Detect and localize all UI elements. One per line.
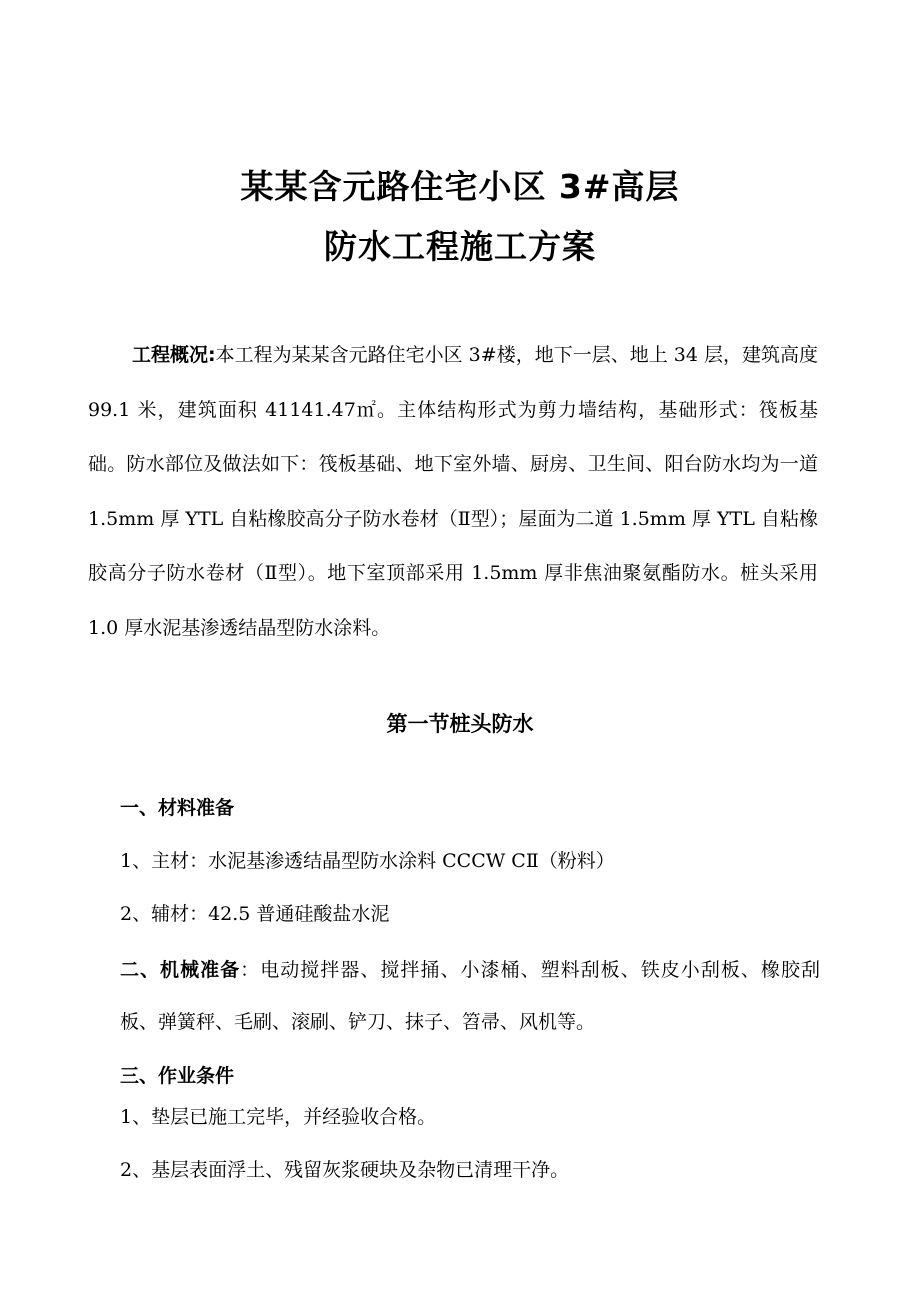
machinery-text: ：电动搅拌器、搅拌捅、小漆桶、塑料刮板、铁皮小刮板、橡胶刮板、弹簧秤、毛刷、滚刷、铲刀、抹子、笤帚、风机等。: [120, 959, 820, 1033]
conditions-heading: 三、作业条件: [120, 1065, 235, 1087]
document-title-line1: 某某含元路住宅小区 3#高层: [240, 167, 680, 206]
materials-item-1: 1、主材：水泥基渗透结晶型防水涂料 CCCW CⅡ（粉料）: [120, 850, 615, 872]
overview-paragraph: [88, 328, 818, 655]
conditions-item-2: 2、基层表面浮土、残留灰浆硬块及杂物已清理干净。: [120, 1159, 570, 1181]
machinery-paragraph: [120, 944, 820, 1048]
conditions-item-1: 1、垫层已施工完毕，并经验收合格。: [120, 1106, 437, 1128]
materials-heading: 一、材料准备: [120, 797, 235, 819]
overview-lead: 工程概况:: [132, 344, 216, 366]
section-title: 第一节桩头防水: [386, 712, 534, 736]
machinery-heading: 二、机械准备: [120, 959, 241, 981]
materials-item-2: 2、辅材：42.5 普通硅酸盐水泥: [120, 903, 390, 925]
overview-text: 本工程为某某含元路住宅小区 3#楼，地下一层、地上 34 层，建筑高度 99.1 米，建筑面积 41141.47㎡。主体结构形式为剪力墙结构，基础形式：筏板基础。防水部位及做法如下：筏板基础、地下室外墙、厨房、卫生间、阳台防水均为一道 1.5mm 厚 YTL 自粘橡胶高分子防水卷材（Ⅱ型）；屋面为二道 1.5mm 厚 YTL 自粘橡胶高分子防水卷材（Ⅱ型）。地下室顶部采用 1.5mm 厚非焦油聚氨酯防水。桩头采用 1.0 厚水泥基渗透结晶型防水涂料。: [88, 344, 818, 639]
document-title-line2: 防水工程施工方案: [324, 227, 596, 266]
